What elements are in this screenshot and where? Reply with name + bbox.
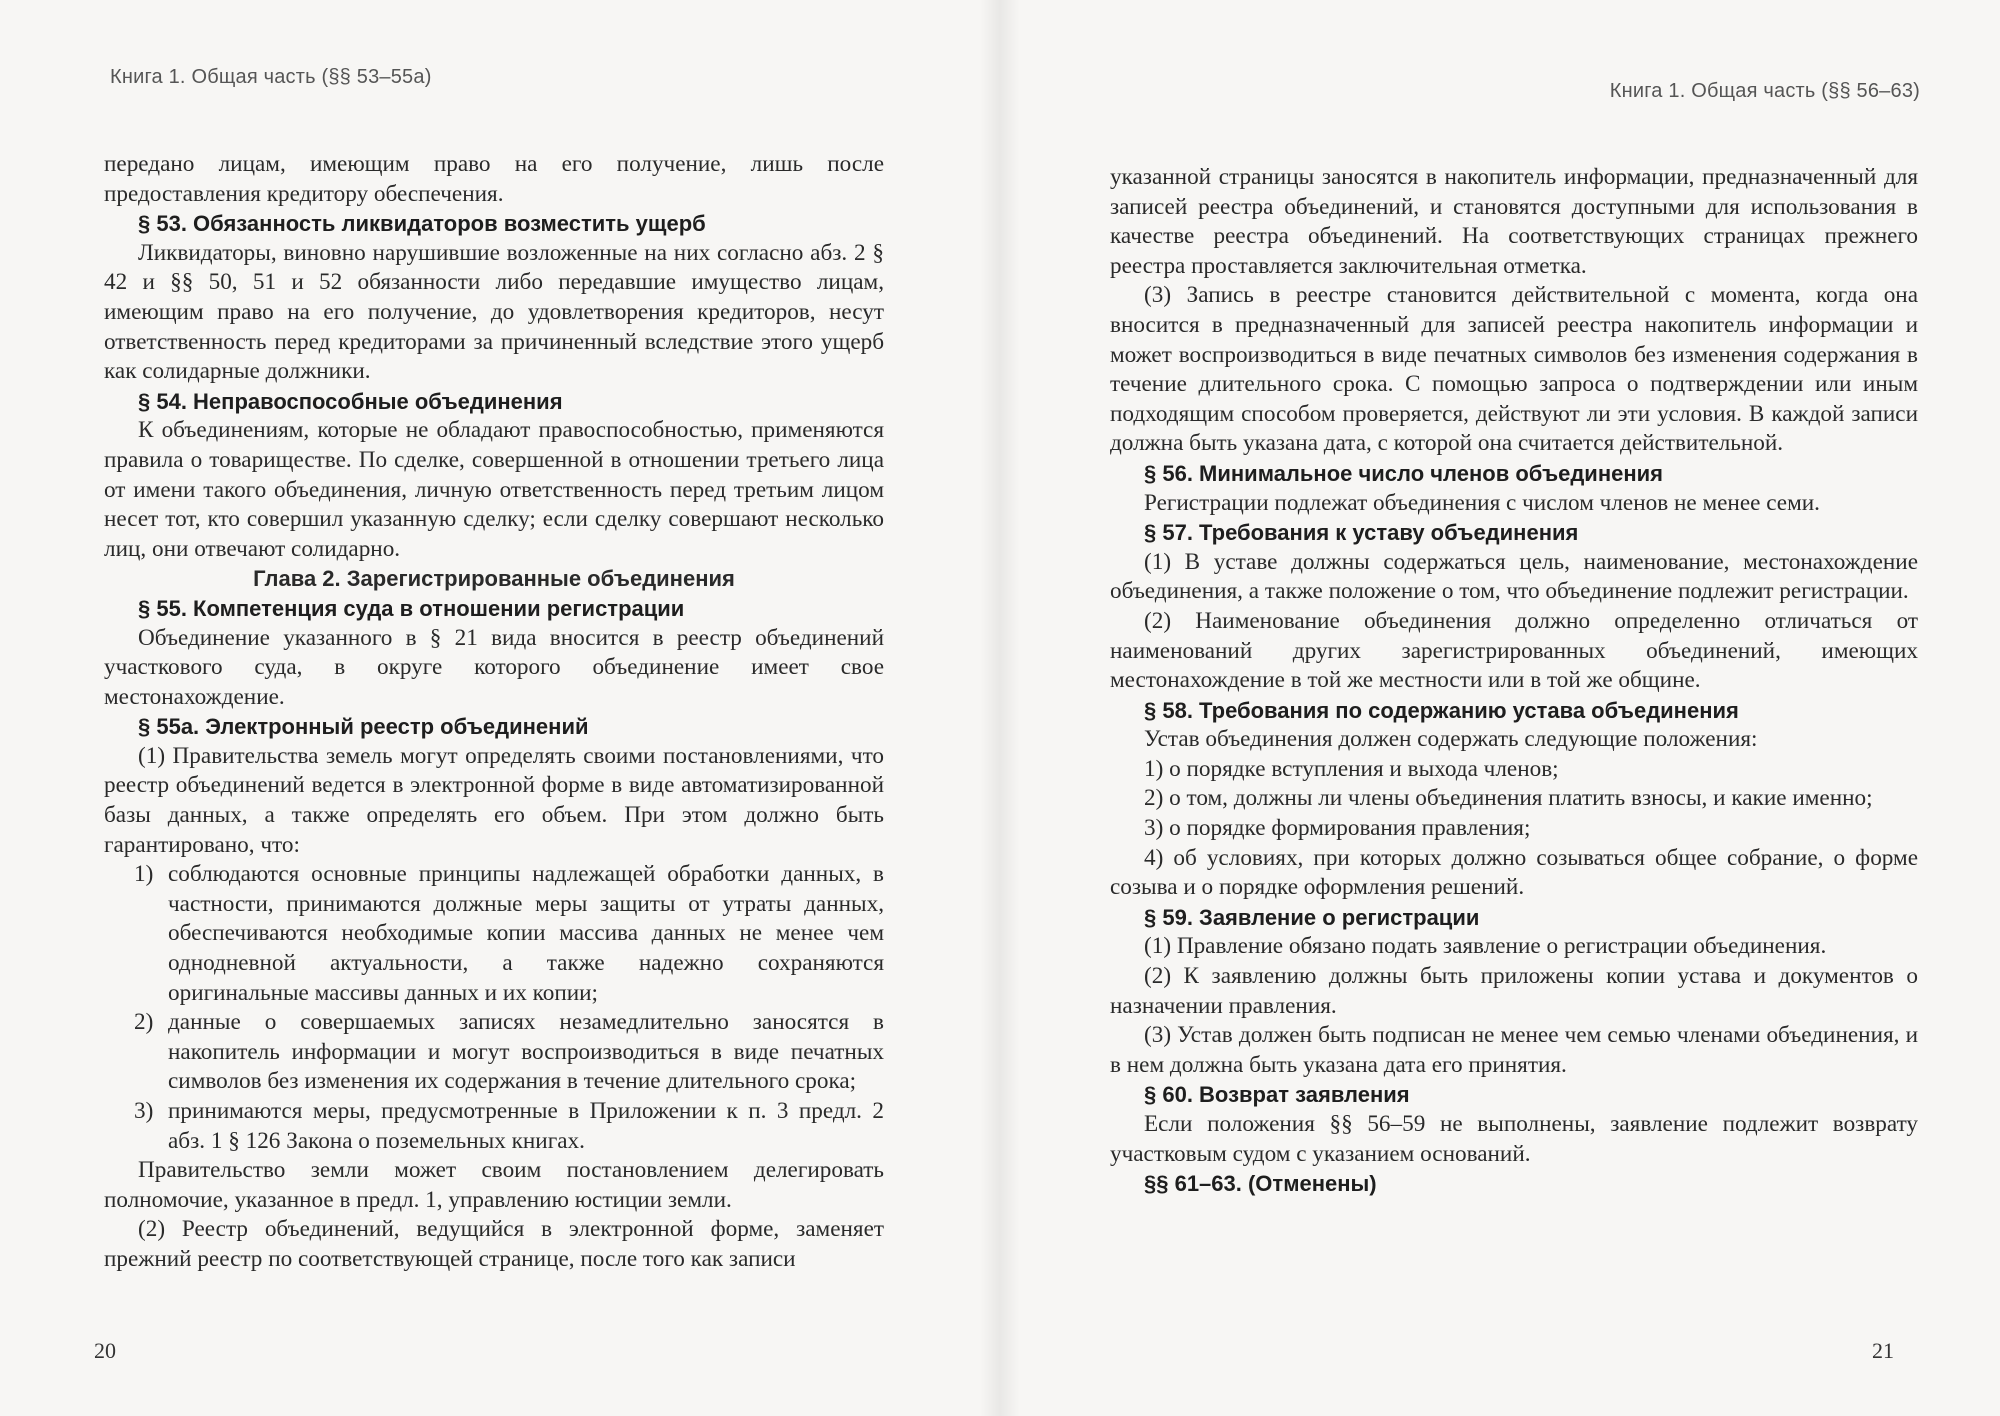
section-heading-55a: § 55а. Электронный реестр объединений <box>138 714 589 740</box>
right-page <box>1000 0 2000 1416</box>
right-page-number: 21 <box>1872 1338 1894 1363</box>
list-item-text: соблюдаются основные принципы надлежащей обработки данных, в частности, принимаются должные меры защиты от утраты данных, обеспечиваются необходимые копии массива данных не менее чем однодневной актуальности, а также надежно сохраняются оригинальные массивы данных и их копии; <box>168 861 884 1006</box>
paragraph-56: Регистрации подлежат объединения с числом членов не менее семи. <box>1144 489 1820 516</box>
section-heading-54: § 54. Неправоспособные объединения <box>138 388 563 414</box>
left-page-number: 20 <box>94 1338 116 1363</box>
book-gutter <box>980 0 1020 1416</box>
section-heading-59: § 59. Заявление о регистрации <box>1144 904 1480 930</box>
list-item: 4) об условиях, при которых должно созываться общее собрание, о форме созыва и о порядке оформления решений. <box>1110 844 1918 901</box>
section-heading-56: § 56. Минимальное число членов объединения <box>1144 460 1663 486</box>
section-heading-60: § 60. Возврат заявления <box>1144 1082 1410 1108</box>
paragraph-continuation: передано лицам, имеющим право на его получение, лишь после предоставления кредитору обеспечения. <box>104 151 884 207</box>
left-page-body <box>104 150 884 1275</box>
paragraph-55a-3: (3) Запись в реестре становится действительной с момента, когда она вносится в предназначенный для записей реестра накопитель информации и может воспроизводиться в виде печатных символов без изменения содержания в течение длительного срока. С помощью запроса о подтверждении или иным подходящим способом проверяется, действуют ли эти условия. В каждой записи должна быть указана дата, с которой она считается действительной. <box>1110 282 1918 457</box>
left-running-head: Книга 1. Общая часть (§§ 53–55а) <box>110 66 432 88</box>
list-item-number: 1) <box>134 861 154 888</box>
chapter-heading: Глава 2. Зарегистрированные объединения <box>253 566 735 592</box>
list-item-text: данные о совершаемых записях незамедлительно заносятся в накопитель информации и могут воспроизводиться в виде печатных символов без изменения их содержания в течение длительного срока; <box>168 1009 884 1095</box>
list-item: 1) о порядке вступления и выхода членов; <box>1144 755 1559 782</box>
list-item <box>104 860 884 1008</box>
paragraph-55a-1: (1) Правительства земель могут определять своими постановлениями, что реестр объединений ведется в электронной форме в виде автоматизированной базы данных, а также определять его объем. При этом должно быть гарантировано, что: <box>104 742 884 858</box>
list-item <box>104 1097 884 1156</box>
list-item-number: 3) <box>134 1098 154 1124</box>
paragraph-59-2: (2) К заявлению должны быть приложены копии устава и документов о назначении правления. <box>1110 963 1918 1019</box>
paragraph-55: Объединение указанного в § 21 вида вносится в реестр объединений участкового суда, в округе которого объединение имеет свое местонахождение. <box>104 624 884 710</box>
list-item-number: 2) <box>134 1009 154 1036</box>
paragraph-continuation: указанной страницы заносятся в накопитель информации, предназначенный для записей реестра объединений, и становятся доступными для использования в качестве реестра объединений. На соответствующих страницах прежнего реестра проставляется заключительная отметка. <box>1110 164 1918 279</box>
paragraph-60: Если положения §§ 56–59 не выполнены, заявление подлежит возврату участковым судом с указанием оснований. <box>1110 1111 1918 1167</box>
paragraph-55a-2: (2) Реестр объединений, ведущийся в электронной форме, заменяет прежний реестр по соответствующей странице, после того как записи <box>104 1216 884 1272</box>
paragraph-59-1: (1) Правление обязано подать заявление о регистрации объединения. <box>1144 933 1827 960</box>
section-heading-61-63: §§ 61–63. (Отменены) <box>1144 1171 1377 1197</box>
paragraph-55a-government: Правительство земли может своим постановлением делегировать полномочие, указанное в предл. 1, управлению юстиции земли. <box>104 1157 884 1213</box>
paragraph-53: Ликвидаторы, виновно нарушившие возложенные на них согласно абз. 2 § 42 и §§ 50, 51 и 52 обязанности либо передавшие имущество лицам, имеющим право на его получение, до удовлетворения кредиторов, несут ответственность перед кредиторами за причиненный вследствие этого ущерб как солидарные должники. <box>104 239 884 385</box>
list-item-text: принимаются меры, предусмотренные в Приложении к п. 3 предл. 2 абз. 1 § 126 Закона о поземельных книгах. <box>168 1098 884 1154</box>
paragraph-54: К объединениям, которые не обладают правоспособностью, применяются правила о товариществе. По сделке, совершенной в отношении третьего лица от имени такого объединения, личную ответственность перед третьим лицом несет тот, кто совершил указанную сделку; если сделку совершают несколько лиц, они отвечают солидарно. <box>104 417 884 562</box>
section-heading-55: § 55. Компетенция суда в отношении регистрации <box>138 595 685 621</box>
paragraph-57-1: (1) В уставе должны содержаться цель, наименование, местонахождение объединения, а также положение о том, что объединение подлежит регистрации. <box>1110 548 1918 605</box>
list-item: 2) о том, должны ли члены объединения платить взносы, и какие именно; <box>1144 785 1873 812</box>
right-running-head: Книга 1. Общая часть (§§ 56–63) <box>1609 80 1920 102</box>
paragraph-59-3: (3) Устав должен быть подписан не менее чем семью членами объединения, и в нем должна быть указана дата его принятия. <box>1110 1022 1918 1078</box>
list-item <box>104 1008 884 1097</box>
section-heading-58: § 58. Требования по содержанию устава объединения <box>1144 697 1739 723</box>
right-page-body <box>1110 163 1918 1199</box>
list-item: 3) о порядке формирования правления; <box>1144 815 1531 842</box>
paragraph-57-2: (2) Наименование объединения должно определенно отличаться от наименований других зарегистрированных объединений, имеющих местонахождение в той же местности или в той же общине. <box>1110 607 1918 694</box>
section-heading-57: § 57. Требования к уставу объединения <box>1144 520 1579 546</box>
section-heading-53: § 53. Обязанность ликвидаторов возместить ущерб <box>138 211 706 237</box>
paragraph-58: Устав объединения должен содержать следующие положения: <box>1144 726 1758 753</box>
